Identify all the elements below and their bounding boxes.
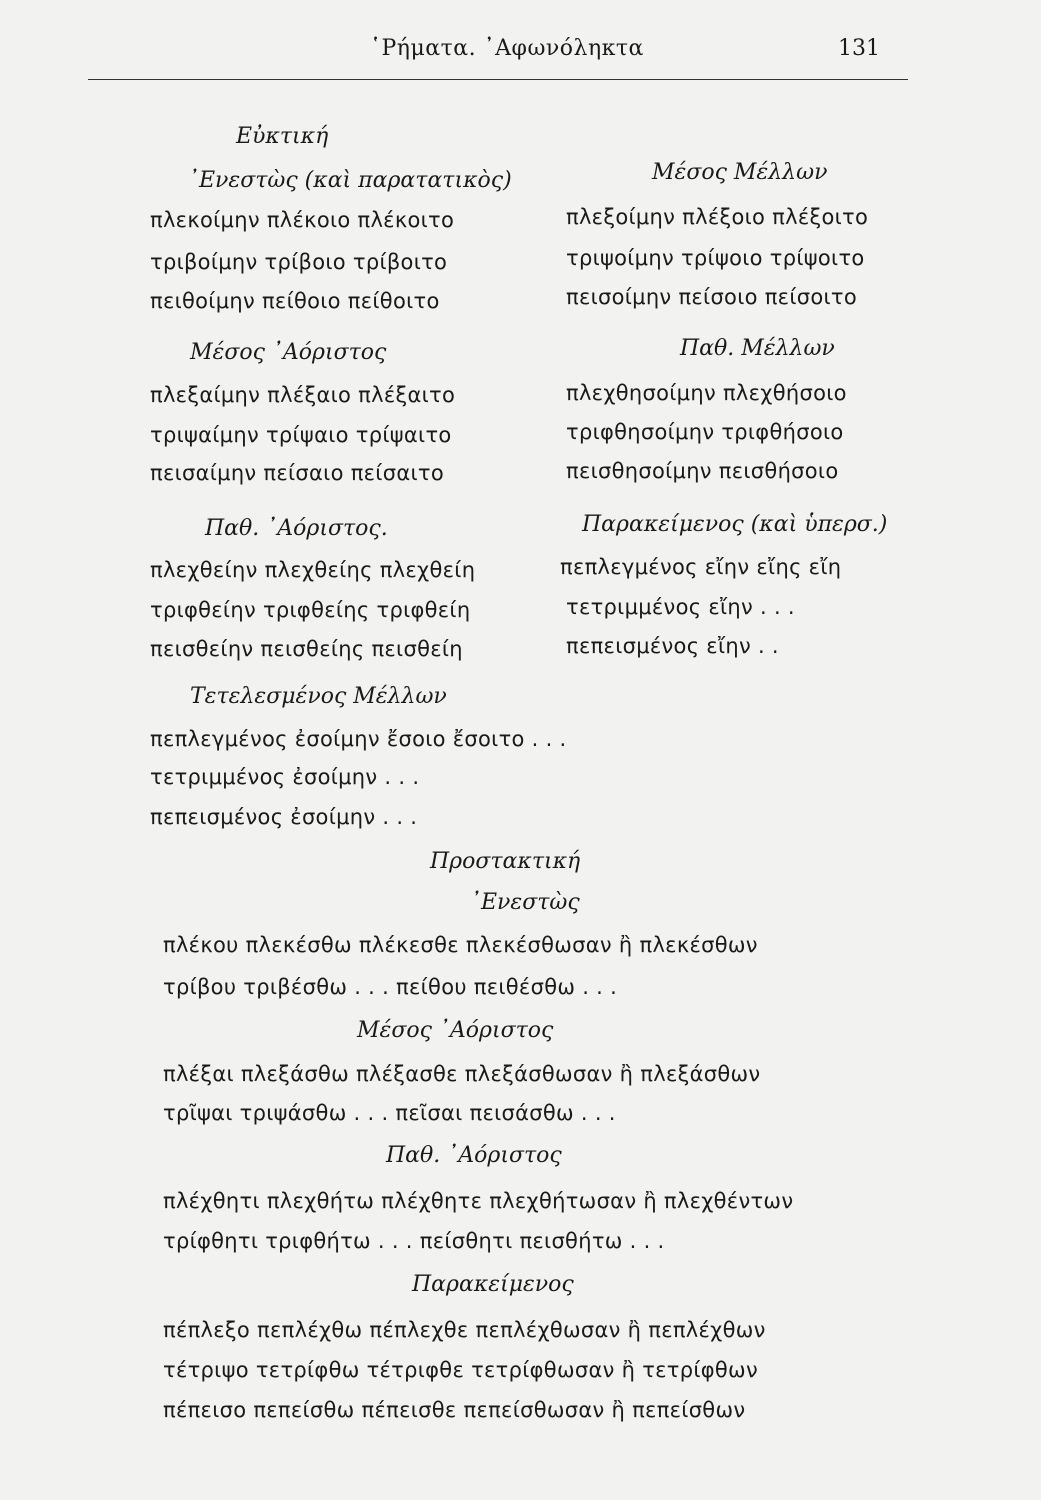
text-line: τετριμμένος ἐσοίμην . . . <box>150 765 420 789</box>
text-line: πεπλεγμένος ἐσοίμην ἔσοιο ἔσοιτο . . . <box>150 727 567 751</box>
text-line: πεπλεγμένος εἴην εἴης εἴη <box>560 555 842 579</box>
text-line: πεπεισμένος ἐσοίμην . . . <box>150 805 418 829</box>
section-heading: ᾿Ενεστὼς <box>470 890 580 915</box>
running-header: ῾Ρήματα. ᾿Αφωνόληκτα <box>370 36 644 61</box>
section-heading: Τετελεσμένος Μέλλων <box>190 684 447 709</box>
text-line: πειθοίμην πείθοιο πείθοιτο <box>150 289 440 313</box>
header-rule <box>88 79 908 80</box>
text-line: τριφθείην τριφθείης τριφθείη <box>150 598 471 622</box>
text-line: τρῖψαι τριψάσθω . . . πεῖσαι πεισάσθω . . . <box>163 1101 616 1125</box>
text-line: πέπεισο πεπείσθω πέπεισθε πεπείσθωσαν ἢ πεπείσθων <box>163 1398 746 1422</box>
section-heading: Παθ. ᾿Αόριστος. <box>205 516 388 541</box>
section-heading: Παρακείμενος <box>412 1272 574 1297</box>
text-line: τριφθησοίμην τριφθήσοιο <box>566 420 844 444</box>
text-line: τριψαίμην τρίψαιο τρίψαιτο <box>150 423 452 447</box>
section-heading: Παθ. Μέλλων <box>680 336 835 361</box>
text-line: πλεχθησοίμην πλεχθήσοιο <box>566 381 847 405</box>
text-line: τρίβου τριβέσθω . . . πείθου πειθέσθω . . . <box>163 975 618 999</box>
text-line: πλέξαι πλεξάσθω πλέξασθε πλεξάσθωσαν ἢ πλεξάσθων <box>163 1062 761 1086</box>
section-heading: ᾿Ενεστὼς (καὶ παρατατικὸς) <box>188 168 512 193</box>
text-line: πλεξοίμην πλέξοιο πλέξοιτο <box>566 205 869 229</box>
section-heading: Παρακείμενος (καὶ ὑπερσ.) <box>582 512 888 537</box>
text-line: τριβοίμην τρίβοιο τρίβοιτο <box>150 250 448 274</box>
section-heading: Παθ. ᾿Αόριστος <box>386 1143 562 1168</box>
text-line: πεισοίμην πείσοιο πείσοιτο <box>566 285 857 309</box>
text-line: πλέκου πλεκέσθω πλέκεσθε πλεκέσθωσαν ἢ πλεκέσθων <box>163 933 758 957</box>
optative-heading: Εὐκτική <box>236 124 329 149</box>
text-line: τριψοίμην τρίψοιο τρίψοιτο <box>566 246 865 270</box>
text-line: πλεκοίμην πλέκοιο πλέκοιτο <box>150 208 455 232</box>
text-line: πεπεισμένος εἴην . . <box>566 634 779 658</box>
text-line: τετριμμένος εἴην . . . <box>566 595 795 619</box>
text-line: πλεχθείην πλεχθείης πλεχθείη <box>150 558 476 582</box>
section-heading: Μέσος Μέλλων <box>652 160 828 185</box>
page-number: 131 <box>838 36 880 61</box>
text-line: τέτριψο τετρίφθω τέτριφθε τετρίφθωσαν ἢ τετρίφθων <box>163 1358 758 1382</box>
imperative-heading: Προστακτική <box>430 849 581 874</box>
text-line: πλέχθητι πλεχθήτω πλέχθητε πλεχθήτωσαν ἢ πλεχθέντων <box>163 1189 794 1213</box>
section-heading: Μέσος ᾿Αόριστος <box>190 340 387 365</box>
text-line: πεισθείην πεισθείης πεισθείη <box>150 637 463 661</box>
text-line: πεισαίμην πείσαιο πείσαιτο <box>150 461 444 485</box>
text-line: τρίφθητι τριφθήτω . . . πείσθητι πεισθήτω . . . <box>163 1229 665 1253</box>
text-line: πλεξαίμην πλέξαιο πλέξαιτο <box>150 383 456 407</box>
section-heading: Μέσος ᾿Αόριστος <box>357 1018 554 1043</box>
text-line: πέπλεξο πεπλέχθω πέπλεχθε πεπλέχθωσαν ἢ πεπλέχθων <box>163 1318 766 1342</box>
text-line: πεισθησοίμην πεισθήσοιο <box>566 459 839 483</box>
